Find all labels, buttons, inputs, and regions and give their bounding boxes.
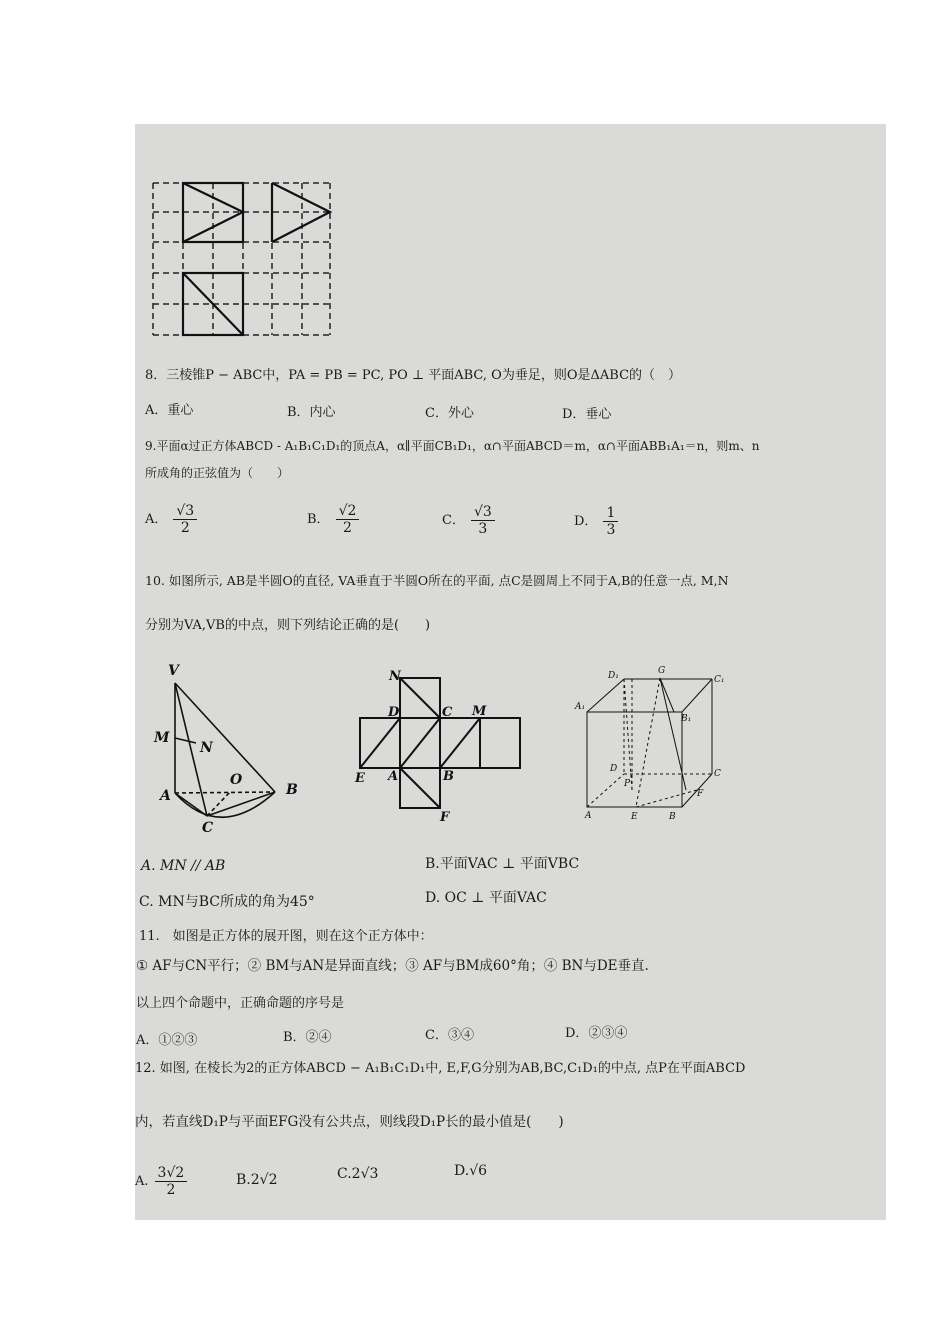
label-n: N xyxy=(200,740,213,756)
q10-option-b[interactable]: B.平面VAC ⊥ 平面VBC xyxy=(425,856,580,872)
q9-option-c-label: C． xyxy=(442,513,465,529)
q9-option-c[interactable] xyxy=(442,504,495,537)
q11-option-a[interactable]: A．①②③ xyxy=(136,1033,198,1048)
q11-propositions: ① AF与CN平行；② BM与AN是异面直线；③ AF与BM成60°角；④ BN与DE垂直. xyxy=(136,958,649,974)
q12-option-c[interactable] xyxy=(337,1166,378,1182)
q12-option-b-value: 2√2 xyxy=(250,1172,278,1188)
label-n: N xyxy=(389,669,401,684)
cube-efg-figure xyxy=(572,662,737,822)
fraction-numerator: 3√2 xyxy=(155,1165,188,1182)
q12-option-b-label: B. xyxy=(236,1172,251,1188)
q11-option-d[interactable]: D．②③④ xyxy=(565,1026,628,1041)
q9-option-d-fraction xyxy=(603,505,618,538)
label-m: M xyxy=(154,730,170,746)
label-p: P xyxy=(624,779,631,789)
q10-stem-line1: 10. 如图所示, AB是半圆O的直径, VA垂直于半圆O所在的平面, 点C是圆周上不同于A,B的任意一点, M,N xyxy=(145,573,729,588)
label-b1: B₁ xyxy=(681,714,692,724)
q12-option-d-label: D. xyxy=(454,1163,470,1179)
label-d: D xyxy=(388,705,400,720)
fraction-numerator: √3 xyxy=(471,504,495,521)
q8-option-b[interactable]: B．内心 xyxy=(287,405,336,420)
q11-option-c[interactable]: C．③④ xyxy=(425,1028,474,1043)
fraction-denominator: 3 xyxy=(606,522,616,539)
label-c: C xyxy=(202,820,214,835)
fraction-denominator: 3 xyxy=(478,521,488,538)
q8-option-c[interactable]: C．外心 xyxy=(425,406,474,421)
fraction-denominator: 2 xyxy=(166,1182,176,1199)
fraction-numerator: √3 xyxy=(173,503,197,520)
q8-option-a[interactable]: A．重心 xyxy=(145,403,194,418)
label-a: A xyxy=(160,788,171,804)
q9-option-d-label: D． xyxy=(574,514,598,530)
q9-stem-line2: 所成角的正弦值为（ ） xyxy=(145,466,290,480)
q10-option-d[interactable]: D. OC ⊥ 平面VAC xyxy=(425,890,547,906)
label-f: F xyxy=(440,810,450,824)
q11-question: 以上四个命题中，正确命题的序号是 xyxy=(136,996,345,1011)
label-d: D xyxy=(610,764,618,774)
label-v: V xyxy=(168,663,179,679)
q9-option-b-fraction xyxy=(336,503,360,536)
label-o: O xyxy=(230,772,243,788)
q9-option-b[interactable] xyxy=(307,503,359,536)
q12-option-d-value: √6 xyxy=(469,1163,488,1179)
q11-option-b[interactable]: B．②④ xyxy=(283,1030,332,1045)
q12-option-c-value: 2√3 xyxy=(351,1166,379,1182)
label-b: B xyxy=(443,769,454,784)
q12-option-b[interactable] xyxy=(236,1172,278,1188)
q8-stem: 8．三棱锥P − ABC中，PA = PB = PC, PO ⊥ 平面ABC, O为垂足，则O是ΔABC的（ ） xyxy=(145,368,682,383)
label-a1: A₁ xyxy=(575,702,586,712)
q9-option-d[interactable] xyxy=(574,505,618,538)
label-d1: D₁ xyxy=(608,671,619,681)
q12-stem-line2: 内，若直线D₁P与平面EFG没有公共点，则线段D₁P长的最小值是( ) xyxy=(135,1114,564,1130)
q12-option-a-fraction xyxy=(155,1165,188,1198)
label-c: C xyxy=(442,705,453,720)
label-c1: C₁ xyxy=(714,675,725,685)
q12-option-d[interactable] xyxy=(454,1163,487,1179)
q8-option-d[interactable]: D．垂心 xyxy=(562,407,612,422)
fraction-numerator: √2 xyxy=(336,503,360,520)
q12-option-a[interactable] xyxy=(135,1165,187,1198)
label-b: B xyxy=(669,812,676,822)
fraction-denominator: 2 xyxy=(180,520,190,537)
three-view-grid-figure xyxy=(150,180,335,340)
q9-stem-line1: 9.平面α过正方体ABCD - A₁B₁C₁D₁的顶点A，α∥平面CB₁D₁，α∩平面ABCD＝m，α∩平面ABB₁A₁＝n，则m、n xyxy=(145,439,760,453)
q10-option-c[interactable]: C. MN与BC所成的角为45° xyxy=(139,894,315,910)
semicircle-cone-figure xyxy=(150,660,310,835)
q9-option-b-label: B． xyxy=(307,512,330,528)
q12-option-c-label: C. xyxy=(337,1166,352,1182)
label-g: G xyxy=(658,666,666,676)
q9-option-a-label: A． xyxy=(145,512,168,528)
q12-stem-line1: 12. 如图, 在棱长为2的正方体ABCD − A₁B₁C₁D₁中, E,F,G分别为AB,BC,C₁D₁的中点, 点P在平面ABCD xyxy=(135,1061,746,1076)
label-e: E xyxy=(631,812,638,822)
label-c: C xyxy=(714,769,721,779)
label-a: A xyxy=(585,811,592,821)
label-m: M xyxy=(472,704,487,719)
q12-option-a-label: A. xyxy=(135,1174,149,1190)
label-b: B xyxy=(286,782,298,798)
label-f: F xyxy=(697,789,704,799)
q11-stem: 11. 如图是正方体的展开图，则在这个正方体中： xyxy=(139,929,433,944)
q9-option-c-fraction xyxy=(471,504,495,537)
cube-net-figure xyxy=(352,668,527,824)
q9-option-a[interactable] xyxy=(145,503,197,536)
q9-option-a-fraction xyxy=(173,503,197,536)
label-a: A xyxy=(388,769,399,784)
q10-option-a[interactable]: A. MN // AB xyxy=(141,858,226,874)
fraction-denominator: 2 xyxy=(343,520,352,537)
fraction-numerator: 1 xyxy=(603,505,618,522)
q10-stem-line2: 分别为VA,VB的中点，则下列结论正确的是( ) xyxy=(145,618,431,633)
label-e: E xyxy=(355,771,365,786)
